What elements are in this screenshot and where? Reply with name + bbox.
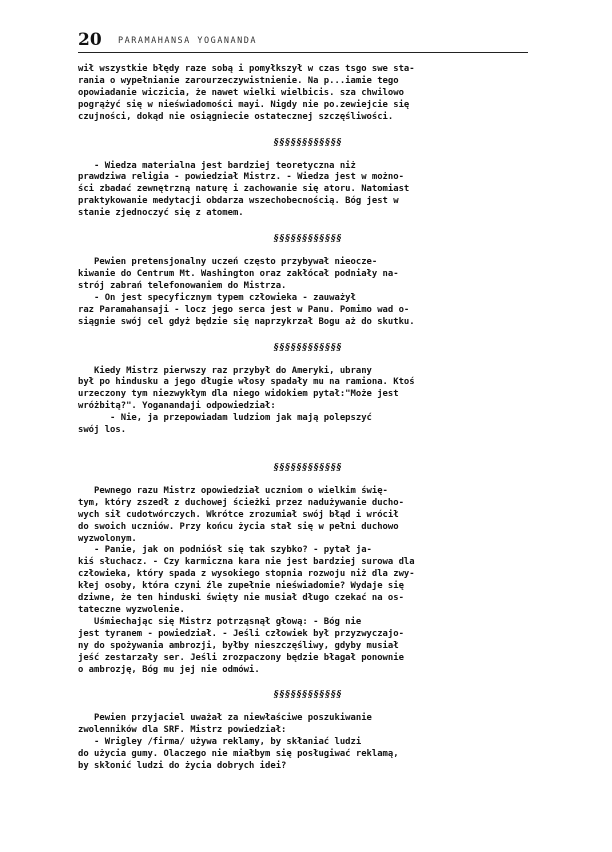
paragraph: wił wszystkie błędy raze sobą i pomyłkszył w czas tsgo swe sta- rania o wypełnianie zarourzeczywistnienie. Na p...iamie tego opowiadanie wiczicia, że nawet wielki wielbicis. sza chwilowo pogrążyć się w nieświadomości mayi. Nigdy nie po.zewiejcie się czujności, dokąd nie osiągniecie ostatecznej szczęśliwości.: [78, 64, 415, 122]
page-header: [78, 30, 528, 53]
page-body: [78, 64, 538, 773]
paragraph: Pewien przyjaciel uważał za niewłaściwe poszukiwanie zwolenników dla SRF. Mistrz powiedział: - Wrigley /firma/ używa reklamy, by skłaniać ludzi do użycia gumy. Olaczego nie miałbym się posługiwać reklamą, by skłonić ludzi do życia dobrych idei?: [78, 713, 399, 772]
section-separator: §§§§§§§§§§§§: [273, 234, 343, 245]
section-separator: §§§§§§§§§§§§: [273, 690, 343, 701]
paragraph: Pewien pretensjonalny uczeń często przybywał nieocze- kiwanie do Centrum Mt. Washington oraz zakłócał podniały na- strój zabrań telefonowaniem do Mistrza. - On jest specyficznym typem człowieka - zauważył raz Paramahansaji - locz jego serca jest w Panu. Pomimo wad o- siągnie swój cel gdyż będzie się naprzykrzał Bogu aż do skutku.: [78, 257, 415, 327]
paragraph: Pewnego razu Mistrz opowiedział uczniom o wielkim świę- tym, który zszedł z duchowej ścieżki przez nadużywanie ducho- wych sił cudotwórczych. Wkrótce zrozumiał swój błąd i wrócił do swoich uczniów. Przy końcu życia stał się w pełni duchowo wyzwolonym. - Panie, jak on podniósł się tak szybko? - pytał ja- kiś słuchacz. - Czy karmiczna kara nie jest bardziej surowa dla człowieka, który spada z wysokiego stopnia rozwoju niż dla zwy- kłej osoby, która czyni źle zupełnie nieświadomie? Wydaje się dziwne, że ten hinduski święty nie musiał długo czekać na os- tateczne wyzwolenie. Uśmiechając się Mistrz potrząsnął głową: - Bóg nie jest tyranem - powiedział. - Jeśli człowiek był przyzwyczajo- ny do spożywania ambrozji, byłby nieszczęśliwy, gdyby musiał jeść zestarzały ser. Jeśli zrozpaczony będzie błagał ponownie o ambrozję, Bóg mu jej nie odmówi.: [78, 485, 415, 675]
running-head: PARAMAHANSA YOGANANDA: [118, 36, 257, 46]
paragraph: - Wiedza materialna jest bardziej teoretyczna niż prawdziwa religia - powiedział Mistrz. - Wiedza jest w możno- ści zbadać zewnętrzną naturę i zachowanie się atoru. Natomiast praktykowanie medytacji obdarza wszechobecnością. Bóg jest w stanie zjednoczyć się z atomem.: [78, 160, 410, 219]
section-separator: §§§§§§§§§§§§: [273, 462, 343, 473]
section-separator: §§§§§§§§§§§§: [273, 342, 343, 353]
section-separator: §§§§§§§§§§§§: [273, 137, 343, 148]
paragraph: Kiedy Mistrz pierwszy raz przybył do Ameryki, ubrany był po hindusku a jego długie włosy spadały mu na ramiona. Ktoś urzeczony tym niezwykłym dla niego widokiem pytał:"Może jest wróżbitą?". Yoganandaji odpowiedział: - Nie, ja przepowiadam ludziom jak mają polepszyć swój los.: [78, 365, 415, 436]
page-number: 20: [78, 30, 102, 50]
